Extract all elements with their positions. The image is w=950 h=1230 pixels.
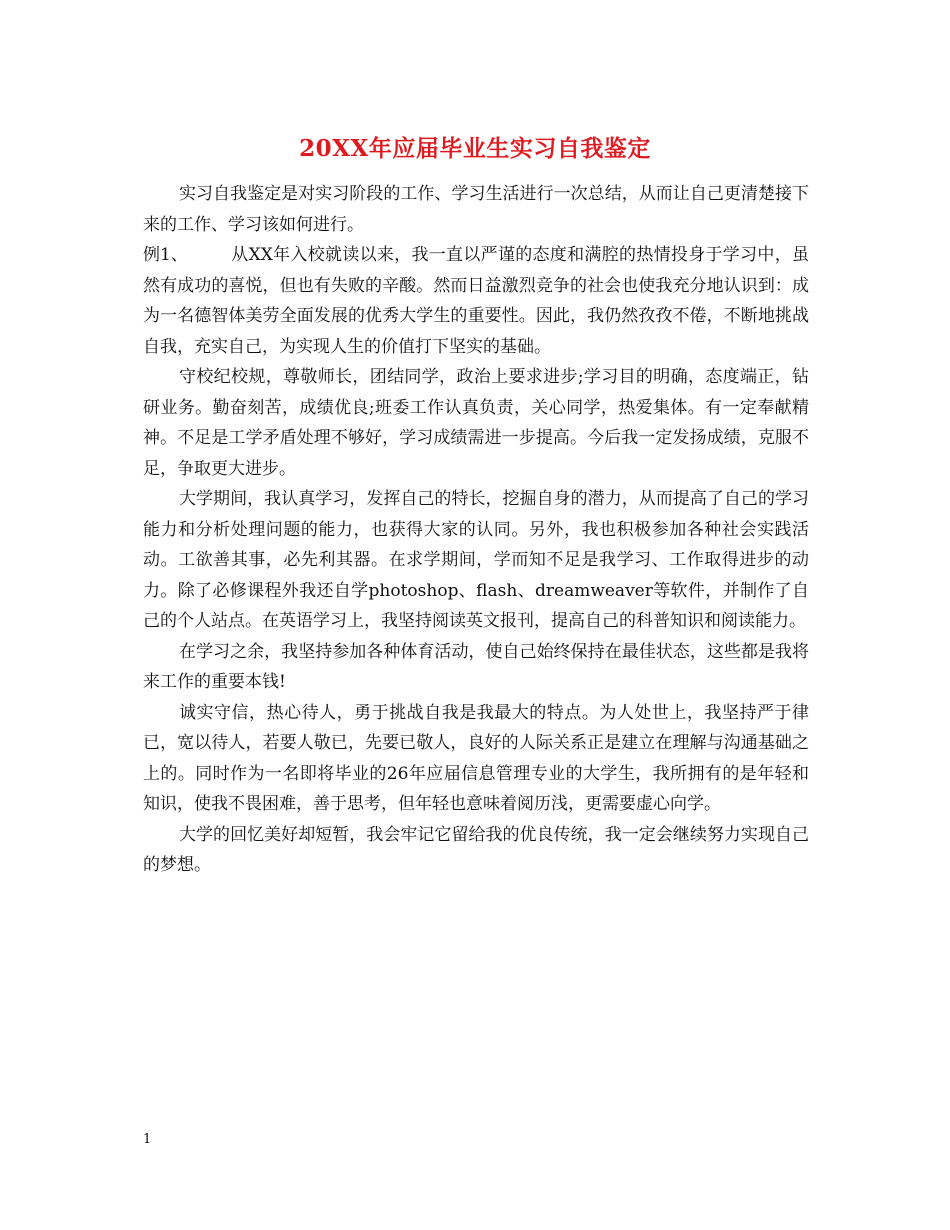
paragraph-3: 大学期间，我认真学习，发挥自己的特长，挖掘自身的潜力，从而提高了自己的学习能力和分析处理问题的能力，也获得大家的认同。另外，我也积极参加各种社会实践活动。工欲善其事，必先利其器。在求学期间，学而知不足是我学习、工作取得进步的动力。除了必修课程外我还自学photoshop、flash、dreamweaver等软件，并制作了自己的个人站点。在英语学习上，我坚持阅读英文报刊，提高自己的科普知识和阅读能力。 — [143, 489, 809, 631]
paragraph-4: 在学习之余，我坚持参加各种体育活动，使自己始终保持在最佳状态，这些都是我将来工作的重要本钱! — [143, 641, 809, 692]
paragraph-1: 从XX年入校就读以来，我一直以严谨的态度和满腔的热情投身于学习中，虽然有成功的喜悦，但也有失败的辛酸。然而日益激烈竞争的社会也使我充分地认识到：成为一名德智体美劳全面发展的优秀大学生的重要性。因此，我仍然孜孜不倦，不断地挑战自我，充实自己，为实现人生的价值打下坚实的基础。 — [143, 245, 809, 357]
paragraph-5: 诚实守信，热心待人，勇于挑战自我是我最大的特点。为人处世上，我坚持严于律已，宽以待人，若要人敬已，先要已敬人，良好的人际关系正是建立在理解与沟通基础之上的。同时作为一名即将毕业的26年应届信息管理专业的大学生，我所拥有的是年轻和知识，使我不畏困难，善于思考，但年轻也意味着阅历浅，更需要虚心向学。 — [143, 702, 809, 814]
example-label: 例1、 — [143, 245, 188, 265]
paragraph-2: 守校纪校规，尊敬师长，团结同学，政治上要求进步;学习目的明确，态度端正，钻研业务。勤奋刻苦，成绩优良;班委工作认真负责，关心同学，热爱集体。有一定奉献精神。不足是工学矛盾处理不够好，学习成绩需进一步提高。今后我一定发扬成绩，克服不足，争取更大进步。 — [143, 367, 809, 479]
document-body — [143, 179, 809, 881]
document-title: 20XX年应届毕业生实习自我鉴定 — [299, 135, 651, 162]
example-paragraph — [143, 240, 809, 362]
page-number: 1 — [143, 1132, 152, 1147]
paragraph-6: 大学的回忆美好却短暂，我会牢记它留给我的优良传统，我一定会继续努力实现自己的梦想。 — [143, 824, 809, 875]
intro-paragraph: 实习自我鉴定是对实习阶段的工作、学习生活进行一次总结，从而让自己更清楚接下来的工作、学习该如何进行。 — [143, 184, 809, 235]
